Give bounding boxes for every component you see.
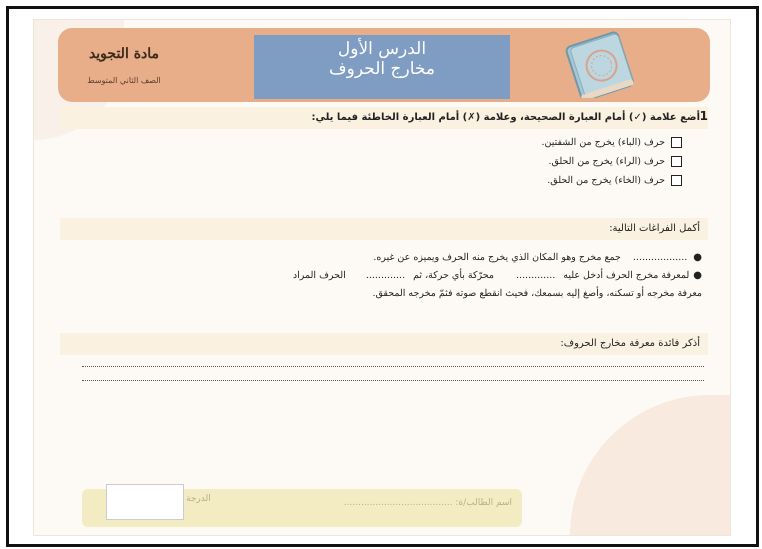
statement-text: حرف (الراء) يخرج من الحلق. [548, 156, 665, 167]
bullet-icon: ● [693, 269, 702, 281]
section1-instruction: أضع علامة (✓) أمام العبارة الصحيحة، وعلامة (✗) أمام العبارة الخاطئة فيما يلي: [311, 112, 700, 123]
section2-instruction: أكمل الفراغات التالية: [609, 223, 700, 234]
answer-checkbox[interactable] [671, 156, 682, 167]
quran-book-icon [556, 30, 644, 98]
list-item [542, 171, 683, 190]
list-item [542, 152, 683, 171]
list-item [542, 133, 683, 152]
subject-block [64, 40, 184, 98]
fill-text-2c: محرّكة بأي حركة، ثم [413, 269, 494, 281]
fill-text-2e: الحرف المراد [292, 269, 346, 281]
subject-title: مادة التجويد [88, 46, 160, 62]
section2-instruction-band [60, 218, 708, 240]
lesson-title: الدرس الأول [337, 39, 427, 59]
statement-text: حرف (الخاء) يخرج من الحلق. [547, 175, 665, 186]
grade-box[interactable] [106, 484, 184, 520]
blank-1[interactable]: .................. [632, 251, 688, 263]
lesson-subtitle: مخارج الحروف [329, 59, 435, 79]
fill-row-3 [82, 284, 702, 302]
blank-3[interactable]: ............. [365, 269, 406, 281]
answer-checkbox[interactable] [671, 175, 682, 186]
section1-instruction-band [60, 107, 708, 129]
statement-text: حرف (الباء) يخرج من الشفتين. [541, 137, 665, 148]
lesson-title-box [254, 35, 510, 99]
grade-label: الدرجة [186, 494, 211, 504]
fill-text-3: معرفة مخرجه أو تسكنه، وأصغ إليه بسمعك، فحيث انقطع صوته فثمّ مخرجه المحقق. [372, 287, 702, 299]
class-level: الصف الثاني المتوسط [87, 76, 161, 85]
true-false-list [542, 133, 683, 190]
fill-row-2 [82, 266, 702, 284]
student-name-field[interactable]: اسم الطالب/ة: ...................................... [343, 498, 512, 508]
section1-number: 1 [699, 109, 708, 123]
fill-row-1 [82, 248, 702, 266]
decoration-bottom-right [570, 395, 730, 535]
answer-checkbox[interactable] [671, 137, 682, 148]
fill-in-blanks [82, 248, 702, 302]
fill-text-1: جمع مخرج وهو المكان الذي يخرج منه الحرف ويميزه عن غيره. [373, 251, 621, 263]
section3-instruction-band [60, 333, 708, 355]
answer-line[interactable] [82, 366, 704, 367]
section3-instruction: أذكر فائدة معرفة مخارج الحروف: [560, 338, 700, 349]
fill-text-2a: لمعرفة مخرج الحرف أدخل عليه [563, 269, 690, 281]
answer-line[interactable] [82, 380, 704, 381]
bullet-icon: ● [693, 251, 702, 263]
blank-2[interactable]: ............. [516, 269, 556, 281]
